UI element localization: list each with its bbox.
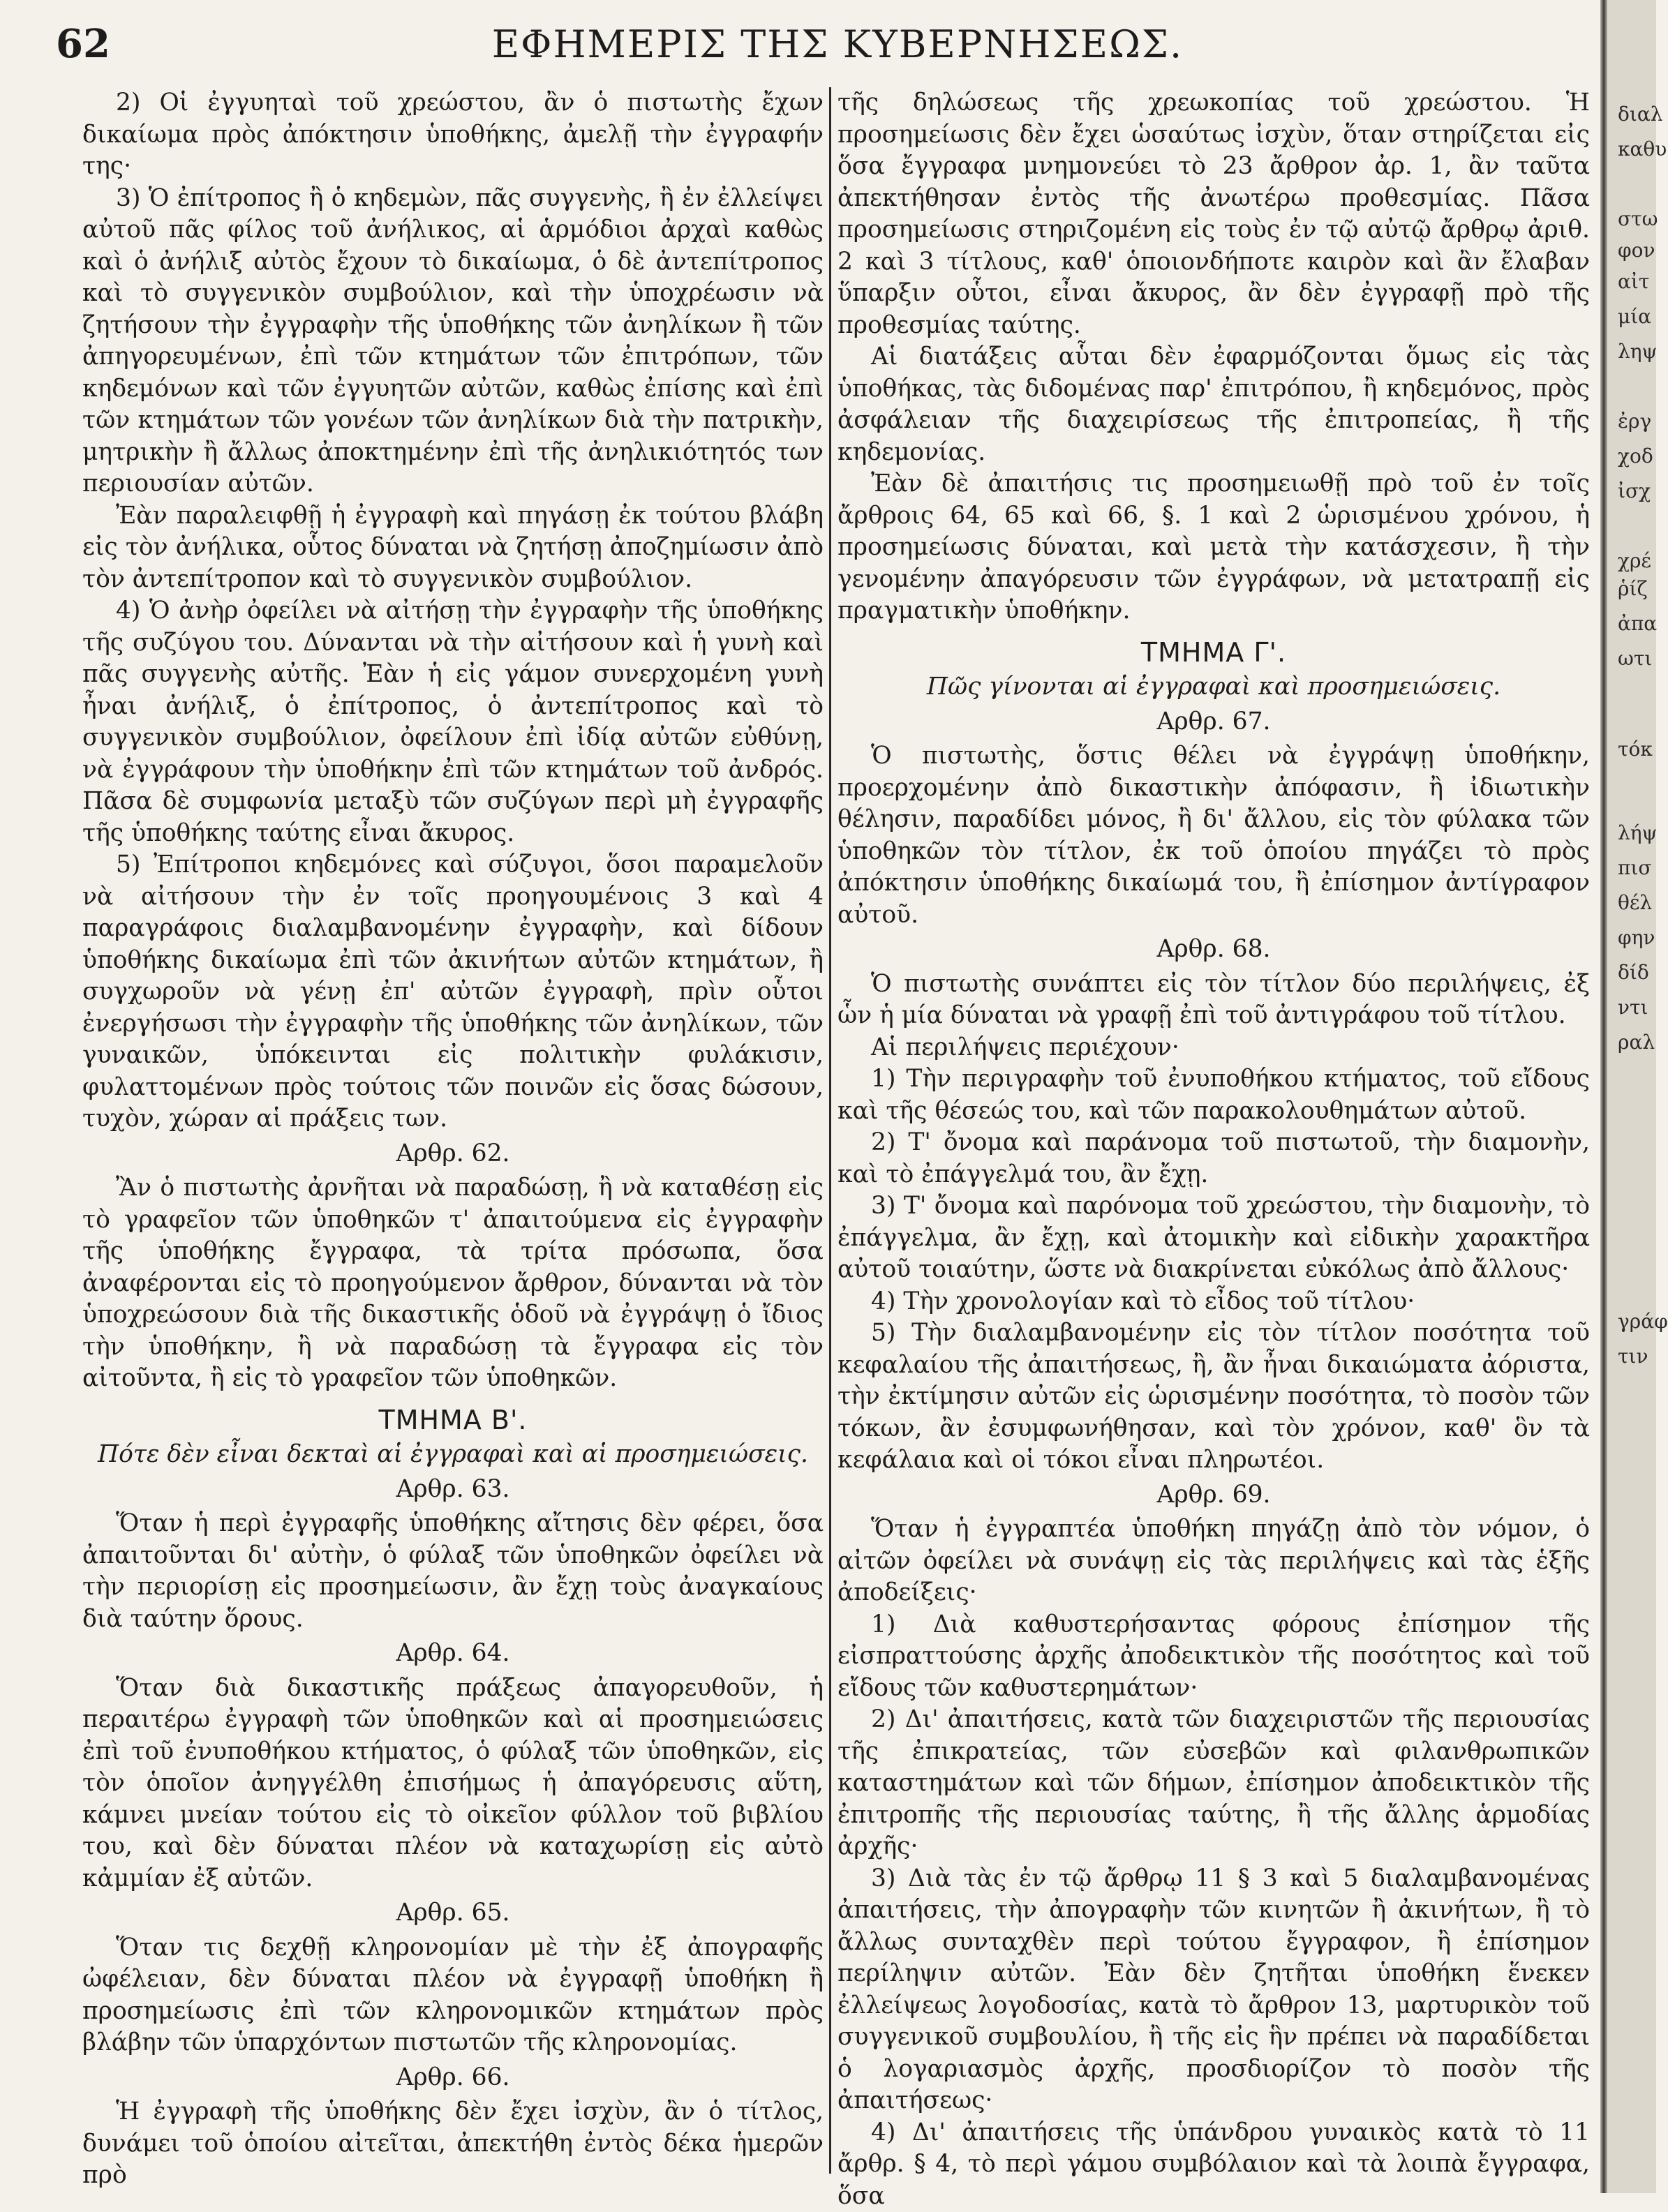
section-title: ΤΜΗΜΑ Γ'. xyxy=(837,637,1590,669)
book-gutter xyxy=(1600,0,1607,2193)
paragraph: Αἱ διατάξεις αὗται δὲν ἐφαρμόζονται ὅμως εἰς τὰς ὑποθήκας, τὰς διδομένας παρ' ἐπιτρόπου, ἢ κηδεμόνος, πρὸς ἀσφάλειαν τῆς διαχειρίσεως τῆς ἐπιτροπείας, ἢ τῆς κηδεμονίας. xyxy=(837,341,1590,468)
facing-page-fragment: ἀπα xyxy=(1618,614,1657,634)
paragraph: 4) Τὴν χρονολογίαν καὶ τὸ εἶδος τοῦ τίτλου· xyxy=(837,1286,1590,1318)
paragraph: Ἐὰν δὲ ἀπαιτήσις τις προσημειωθῇ πρὸ τοῦ ἐν τοῖς ἄρθροις 64, 65 καὶ 66, §. 1 καὶ 2 ὡρισμένου χρόνου, ἡ προσημείωσις δύναται, καὶ μετὰ τὴν κατάσχεσιν, ἢ τὴν γενομένην ἀπαγόρευσιν τῶν ἐγγράφων, νὰ μετατραπῇ εἰς πραγματικὴν ὑποθήκην. xyxy=(837,468,1590,627)
facing-page-fragment: γράφ xyxy=(1618,1312,1668,1331)
facing-page-fragment: αἰτ xyxy=(1618,272,1649,292)
page-number: 62 xyxy=(56,21,110,67)
column-divider xyxy=(829,87,831,2174)
paragraph: Ὁ πιστωτὴς συνάπτει εἰς τὸν τίτλον δύο περιλήψεις, ἐξ ὧν ἡ μία δύναται νὰ γραφῇ ἐπὶ τοῦ ἀντιγράφου τοῦ τίτλου. xyxy=(837,969,1590,1032)
facing-page-fragment: διαλ xyxy=(1618,105,1663,124)
article-heading: Αρθρ. 64. xyxy=(82,1638,824,1670)
facing-page-fragment: τιν xyxy=(1618,1347,1648,1366)
paragraph: 3) Τ' ὄνομα καὶ παρόνομα τοῦ χρεώστου, τὴν διαμονὴν, τὸ ἐπάγγελμα, ἂν ἔχῃ, καὶ ἀτομικὴν καὶ εἰδικὴν χαρακτῆρα αὐτοῦ τοιαύτην, ὥστε νὰ διακρίνεται εὐκόλως ἀπὸ ἄλλους· xyxy=(837,1190,1590,1286)
paragraph: 3) Ὁ ἐπίτροπος ἢ ὁ κηδεμὼν, πᾶς συγγενὴς, ἢ ἐν ἐλλείψει αὐτοῦ πᾶς φίλος τοῦ ἀνήλικος, αἱ ἁρμόδιοι ἀρχαὶ καθὼς καὶ ὁ ἀνήλιξ αὐτὸς ἔχουν τὸ δικαίωμα, ὁ δὲ ἀντεπίτροπος καὶ τὸ συγγενικὸν συμβούλιον, καὶ τὴν ὑποχρέωσιν νὰ ζητήσουν τὴν ἐγγραφὴν τῆς ὑποθήκης τῶν ἀνηλίκων ἢ τῶν ἀπηγορευμένων, ἐπὶ τῶν κτημάτων τῶν ἐπιτρόπων, τῶν κηδεμόνων καὶ τῶν ἐγγυητῶν αὐτῶν, καθὼς ἐπίσης καὶ ἐπὶ τῶν κτημάτων τῶν γονέων τῶν ἀνηλίκων διὰ τὴν πατρικὴν, μητρικὴν ἢ ἄλλως ἀποκτημένην ἐπὶ τῆς ἀνηλικιότητός των περιουσίαν αὐτῶν. xyxy=(82,183,824,500)
facing-page-fragment: ἐργ xyxy=(1618,412,1651,431)
article-heading: Αρθρ. 65. xyxy=(82,1897,824,1929)
paragraph: 5) Τὴν διαλαμβανομένην εἰς τὸν τίτλον ποσότητα τοῦ κεφαλαίου τῆς ἀπαιτήσεως, ἢ, ἂν ἦναι δικαιώματα ἀόριστα, τὴν ἐκτίμησιν αὐτῶν εἰς ὡρισμένην ποσότητα, τὸ ποσὸν τῶν τόκων, ἂν ἐσυμφωνήθησαν, καὶ τὸν χρόνον, καθ' ὃν τὰ κεφάλαια καὶ οἱ τόκοι εἶναι πληρωτέοι. xyxy=(837,1317,1590,1477)
facing-page-fragment: πισ xyxy=(1618,858,1652,878)
paragraph: 4) Ὁ ἀνὴρ ὀφείλει νὰ αἰτήσῃ τὴν ἐγγραφὴν τῆς ὑποθήκης τῆς συζύγου του. Δύνανται νὰ τὴν αἰτήσουν καὶ ἡ γυνὴ καὶ πᾶς συγγενὴς αὐτῆς. Ἐὰν ἡ εἰς γάμον συνερχομένη γυνὴ ἦναι ἀνήλιξ, ὁ ἐπίτροπος, ὁ ἀντεπίτροπος καὶ τὸ συγγενικὸν συμβούλιον, ὀφείλουν ἐπὶ ἰδίᾳ αὐτῶν εὐθύνῃ, νὰ ἐγγράφουν τὴν ὑποθήκην ἐπὶ τῶν κτημάτων τοῦ ἀνδρός. Πᾶσα δὲ συμφωνία μεταξὺ τῶν συζύγων περὶ μὴ ἐγγραφῆς τῆς ὑποθήκης ταύτης εἶναι ἄκυρος. xyxy=(82,595,824,849)
article-heading: Αρθρ. 62. xyxy=(82,1138,824,1170)
facing-page-fragment: ωτι xyxy=(1618,649,1652,668)
facing-page-edge xyxy=(1605,0,1656,2193)
running-head: ΕΦΗΜΕΡΙΣ ΤΗΣ ΚΥΒΕΡΝΗΣΕΩΣ. xyxy=(489,22,1186,66)
paragraph: 5) Ἐπίτροποι κηδεμόνες καὶ σύζυγοι, ὅσοι παραμελοῦν νὰ αἰτήσουν τὴν ἐν τοῖς προηγουμένοις 3 καὶ 4 παραγράφοις διαλαμβανομένην ἐγγραφὴν, καὶ δίδουν ὑποθήκης δικαίωμα ἐπὶ τῶν ἀκινήτων αὐτῶν κτημάτων, ἢ συγχωροῦν νὰ γένῃ ἐπ' αὐτῶν ἐγγραφὴ, πρὶν οὗτοι ἐνεργήσωσι τὴν ἐγγραφὴν τῆς ὑποθήκης τῶν ἀνηλίκων, τῶν γυναικῶν, ὑπόκεινται εἰς πολιτικὴν φυλάκισιν, φυλαττομένων πρὸς τούτοις τῶν ποινῶν εἰς ὅσας δώσουν, τυχὸν, χώραν αἱ πράξεις των. xyxy=(82,849,824,1135)
facing-page-fragment: χρέ xyxy=(1618,551,1651,571)
paragraph: τῆς δηλώσεως τῆς χρεωκοπίας τοῦ χρεώστου. Ἡ προσημείωσις δὲν ἔχει ὡσαύτως ἰσχὺν, ὅταν στηρίζεται εἰς ὅσα ἔγγραφα μνημονεύει τὸ 23 ἄρθρον ἀρ. 1, ἂν ταῦτα ἀπεκτήθησαν ἐντὸς τῆς ἀνωτέρω προθεσμίας. Πᾶσα προσημείωσις στηριζομένη εἰς τοὺς ἐν τῷ αὐτῷ ἄρθρῳ ἀριθ. 2 καὶ 3 τίτλους, καθ' ὁποιονδήποτε καιρὸν καὶ ἂν ἔλαβαν ὕπαρξιν οὗτοι, εἶναι ἄκυρος, ἂν δὲν ἐγγραφῇ πρὸ τῆς προθεσμίας ταύτης. xyxy=(837,87,1590,341)
facing-page-fragment: φον xyxy=(1618,241,1655,260)
paragraph: Ὅταν διὰ δικαστικῆς πράξεως ἀπαγορευθοῦν, ἡ περαιτέρω ἐγγραφὴ τῶν ὑποθηκῶν καὶ αἱ προσημειώσεις ἐπὶ τοῦ ἐνυποθήκου κτήματος, ὁ φύλαξ τῶν ὑποθηκῶν, εἰς τὸν ὁποῖον ἀνηγγέλθη ἐπισήμως ἡ ἀπαγόρευσις αὕτη, κάμνει μνείαν τούτου εἰς τὸ οἰκεῖον φύλλον τοῦ βιβλίου του, καὶ δὲν δύναται πλέον νὰ καταχωρίσῃ εἰς αὐτὸ κἀμμίαν ἐξ αὐτῶν. xyxy=(82,1673,824,1895)
paragraph: Ἂν ὁ πιστωτὴς ἀρνῆται νὰ παραδώσῃ, ἢ νὰ καταθέσῃ εἰς τὸ γραφεῖον τῶν ὑποθηκῶν τ' ἀπαιτούμενα εἰς ἐγγραφὴν τῆς ὑποθήκης ἔγγραφα, τὰ τρίτα πρόσωπα, ὅσα ἀναφέρονται εἰς τὸ προηγούμενον ἄρθρον, δύνανται νὰ τὸν ὑποχρεώσουν διὰ τῆς δικαστικῆς ὁδοῦ νὰ ἐγγράψῃ ὁ ἴδιος τὴν ὑποθήκην, ἢ νὰ παραδώσῃ τὰ ἔγγραφα εἰς τὸν αἰτοῦντα, ἢ εἰς τὸ γραφεῖον τῶν ὑποθηκῶν. xyxy=(82,1172,824,1395)
paragraph: 1) Τὴν περιγραφὴν τοῦ ἐνυποθήκου κτήματος, τοῦ εἴδους καὶ τῆς θέσεώς του, καὶ τῶν παρακολουθημάτων αὐτοῦ. xyxy=(837,1063,1590,1127)
section-subtitle: Πότε δὲν εἶναι δεκταὶ αἱ ἐγγραφαὶ καὶ αἱ προσημειώσεις. xyxy=(82,1439,824,1471)
left-column xyxy=(82,87,824,2174)
paragraph: 3) Διὰ τὰς ἐν τῷ ἄρθρῳ 11 § 3 καὶ 5 διαλαμβανομένας ἀπαιτήσεις, τὴν ἀπογραφὴν τῶν κινητῶν ἢ ἀκινήτων, ἢ τὸ ἄλλως συνταχθὲν περὶ τούτου ἔγγραφον, ἢ ἐπίσημον περίληψιν αὐτῶν. Ἐὰν δὲν ζητῆται ὑποθήκη ἕνεκεν ἐλλείψεως λογοδοσίας, κατὰ τὸ ἄρθρον 13, μαρτυρικὸν τοῦ συγγενικοῦ συμβουλίου, ἢ τῆς εἰς ἣν πρέπει νὰ παραδίδεται ὁ λογαριασμὸς ἀρχῆς, προσδιορίζον τὸ ποσὸν τῆς ἀπαιτήσεως· xyxy=(837,1863,1590,2117)
paragraph: Ὅταν ἡ ἐγγραπτέα ὑποθήκη πηγάζῃ ἀπὸ τὸν νόμον, ὁ αἰτῶν ὀφείλει νὰ συνάψῃ εἰς τὰς περιλήψεις καὶ τὰς ἑξῆς ἀποδείξεις· xyxy=(837,1514,1590,1609)
facing-page-fragment: ληψ xyxy=(1618,342,1657,361)
article-heading: Αρθρ. 68. xyxy=(837,934,1590,966)
section-subtitle: Πῶς γίνονται αἱ ἐγγραφαὶ καὶ προσημειώσεις. xyxy=(837,671,1590,703)
article-heading: Αρθρ. 69. xyxy=(837,1479,1590,1511)
article-heading: Αρθρ. 63. xyxy=(82,1474,824,1506)
facing-page-fragment: λήψ xyxy=(1618,823,1657,843)
facing-page-fragment: θέλ xyxy=(1618,893,1652,913)
paragraph: Ἐὰν παραλειφθῇ ἡ ἐγγραφὴ καὶ πηγάσῃ ἐκ τούτου βλάβη εἰς τὸν ἀνήλικα, οὗτος δύναται νὰ ζητήσῃ ἀποζημίωσιν ἀπὸ τὸν ἀντεπίτροπον καὶ τὸ συγγενικὸν συμβούλιον. xyxy=(82,500,824,596)
paragraph: Ὅταν τις δεχθῇ κληρονομίαν μὲ τὴν ἐξ ἀπογραφῆς ὠφέλειαν, δὲν δύναται πλέον νὰ ἐγγραφῇ ὑποθήκη ἢ προσημείωσις ἐπὶ τῶν κληρονομικῶν κτημάτων πρὸς βλάβην τῶν ὑπαρχόντων πιστωτῶν τῆς κληρονομίας. xyxy=(82,1932,824,2059)
article-heading: Αρθρ. 67. xyxy=(837,706,1590,738)
paragraph: 4) Δι' ἀπαιτήσεις τῆς ὑπάνδρου γυναικὸς κατὰ τὸ 11 ἄρθρ. § 4, τὸ περὶ γάμου συμβόλαιον καὶ τὰ λοιπὰ ἔγγραφα, ὅσα xyxy=(837,2117,1590,2212)
paragraph: 2) Τ' ὄνομα καὶ παράνομα τοῦ πιστωτοῦ, τὴν διαμονὴν, καὶ τὸ ἐπάγγελμά του, ἂν ἔχῃ. xyxy=(837,1127,1590,1190)
facing-page-fragment: ραλ xyxy=(1618,1033,1655,1052)
paragraph: Αἱ περιλήψεις περιέχουν· xyxy=(837,1032,1590,1064)
facing-page-fragment: δίδ xyxy=(1618,963,1649,982)
facing-page-fragment: μία xyxy=(1618,307,1651,327)
facing-page-fragment: ῥίζ xyxy=(1618,579,1648,599)
right-column xyxy=(837,87,1590,2174)
paragraph: Ἡ ἐγγραφὴ τῆς ὑποθήκης δὲν ἔχει ἰσχὺν, ἂν ὁ τίτλος, δυνάμει τοῦ ὁποίου αἰτεῖται, ἀπεκτήθη ἐντὸς δέκα ἡμερῶν πρὸ xyxy=(82,2096,824,2192)
facing-page-fragment: χοδ xyxy=(1618,447,1653,466)
paragraph: 2) Δι' ἀπαιτήσεις, κατὰ τῶν διαχειριστῶν τῆς περιουσίας τῆς ἐπικρατείας, τῶν εὐσεβῶν καὶ φιλανθρωπικῶν καταστημάτων καὶ τῶν δήμων, ἐπίσημον ἀποδεικτικὸν τῆς ἐπιτροπῆς τῆς περιουσίας ταύτης, ἢ τῆς ἄλλης ἁρμοδίας ἀρχῆς· xyxy=(837,1704,1590,1863)
paragraph: Ὁ πιστωτὴς, ὅστις θέλει νὰ ἐγγράψῃ ὑποθήκην, προερχομένην ἀπὸ δικαστικὴν ἀπόφασιν, ἢ ἰδιωτικὴν θέλησιν, παραδίδει μόνος, ἢ δι' ἄλλου, εἰς τὸν φύλακα τῶν ὑποθηκῶν τὸν τίτλον, ἐκ τοῦ ὁποίου πηγάζει τὸ πρὸς ἀπόκτησιν ὑποθήκης δικαίωμά του, ἢ ἐπίσημον ἀντίγραφον αὐτοῦ. xyxy=(837,740,1590,931)
facing-page-fragment: ντι xyxy=(1618,998,1648,1017)
facing-page-fragment: φην xyxy=(1618,928,1655,948)
facing-page-fragment: τόκ xyxy=(1618,740,1653,759)
paragraph: 1) Διὰ καθυστερήσαντας φόρους ἐπίσημον τῆς εἰσπραττούσης ἀρχῆς ἀποδεικτικὸν τῆς ποσότητος καὶ τοῦ εἴδους τῶν καθυστερημάτων· xyxy=(837,1609,1590,1705)
facing-page-fragment: καθυ xyxy=(1618,140,1667,159)
paragraph: 2) Οἱ ἐγγυηταὶ τοῦ χρεώστου, ἂν ὁ πιστωτὴς ἔχων δικαίωμα πρὸς ἀπόκτησιν ὑποθήκης, ἀμελῇ τὴν ἐγγραφήν της· xyxy=(82,87,824,183)
article-heading: Αρθρ. 66. xyxy=(82,2062,824,2094)
paragraph: Ὅταν ἡ περὶ ἐγγραφῆς ὑποθήκης αἴτησις δὲν φέρει, ὅσα ἀπαιτοῦνται δι' αὐτὴν, ὁ φύλαξ τῶν ὑποθηκῶν ὀφείλει νὰ τὴν περιορίσῃ εἰς προσημείωσιν, ἂν ἔχῃ τοὺς ἀναγκαίους διὰ ταύτην ὅρους. xyxy=(82,1508,824,1635)
facing-page-fragment: στω xyxy=(1618,209,1658,229)
facing-page-fragment: ἰσχ xyxy=(1618,481,1651,501)
section-title: ΤΜΗΜΑ Β'. xyxy=(82,1405,824,1437)
